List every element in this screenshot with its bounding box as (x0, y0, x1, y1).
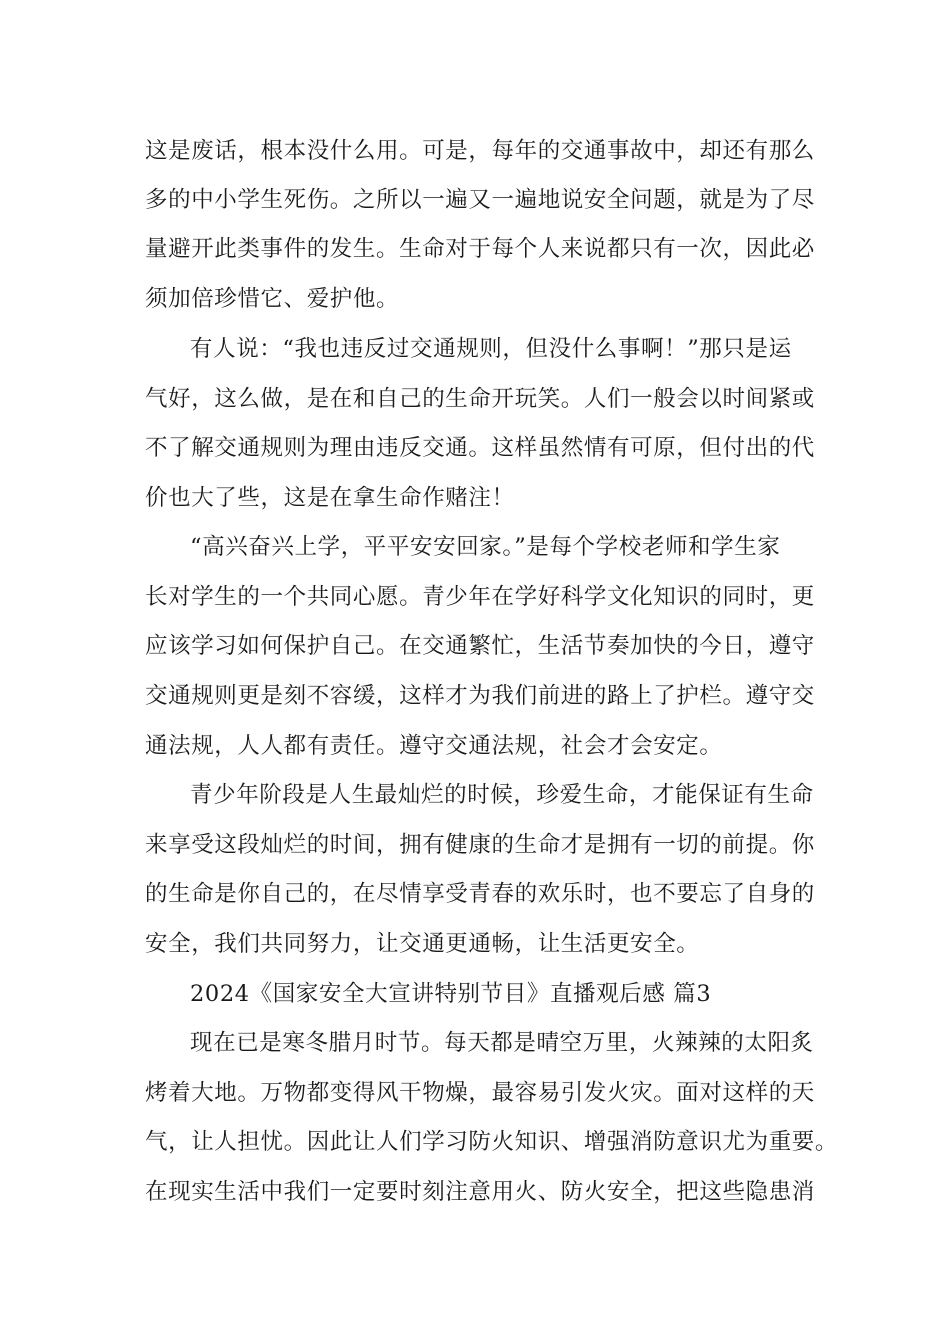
text-line: 在现实生活中我们一定要时刻注意用火、防火安全，把这些隐患消 (145, 1179, 815, 1205)
paragraph-first-line: “高兴奋兴上学，平平安安回家。”是每个学校老师和学生家 (190, 534, 781, 560)
text-line: 须加倍珍惜它、爱护他。 (145, 286, 400, 312)
paragraph-first-line: 现在已是寒冬腊月时节。每天都是晴空万里，火辣辣的太阳炙 (190, 1030, 814, 1056)
text-line: 量避开此类事件的发生。生命对于每个人来说都只有一次，因此必 (145, 236, 815, 262)
text-line: 气好，这么做，是在和自己的生命开玩笑。人们一般会以时间紧或 (145, 386, 815, 412)
text-line: 的生命是你自己的，在尽情享受青春的欢乐时，也不要忘了自身的 (145, 881, 815, 907)
text-line: 通法规，人人都有责任。遵守交通法规，社会才会安定。 (145, 733, 723, 759)
text-line: 来享受这段灿烂的时间，拥有健康的生命才是拥有一切的前提。你 (145, 832, 815, 858)
text-line: 应该学习如何保护自己。在交通繁忙，生活节奏加快的今日，遵守 (145, 633, 815, 659)
text-line: 安全，我们共同努力，让交通更通畅，让生活更安全。 (145, 931, 700, 957)
text-line: 长对学生的一个共同心愿。青少年在学好科学文化知识的同时，更 (145, 584, 815, 610)
text-line: 不了解交通规则为理由违反交通。这样虽然情有可原，但付出的代 (145, 435, 815, 461)
text-line: 交通规则更是刻不容缓，这样才为我们前进的路上了护栏。遵守交 (145, 683, 815, 709)
section-heading: 2024《国家安全大宣讲特别节目》直播观后感 篇3 (190, 981, 712, 1007)
text-line: 气，让人担忧。因此让人们学习防火知识、增强消防意识尤为重要。 (145, 1129, 839, 1155)
text-line: 价也大了些，这是在拿生命作赌注！ (145, 485, 515, 511)
text-line: 多的中小学生死伤。之所以一遍又一遍地说安全问题，就是为了尽 (145, 187, 815, 213)
text-line: 烤着大地。万物都变得风干物燥，最容易引发火灾。面对这样的天 (145, 1080, 815, 1106)
paragraph-first-line: 青少年阶段是人生最灿烂的时候，珍爱生命，才能保证有生命 (190, 782, 814, 808)
text-line: 这是废话，根本没什么用。可是，每年的交通事故中，却还有那么 (145, 138, 815, 164)
paragraph-first-line: 有人说：“我也违反过交通规则，但没什么事啊！”那只是运 (190, 336, 792, 362)
